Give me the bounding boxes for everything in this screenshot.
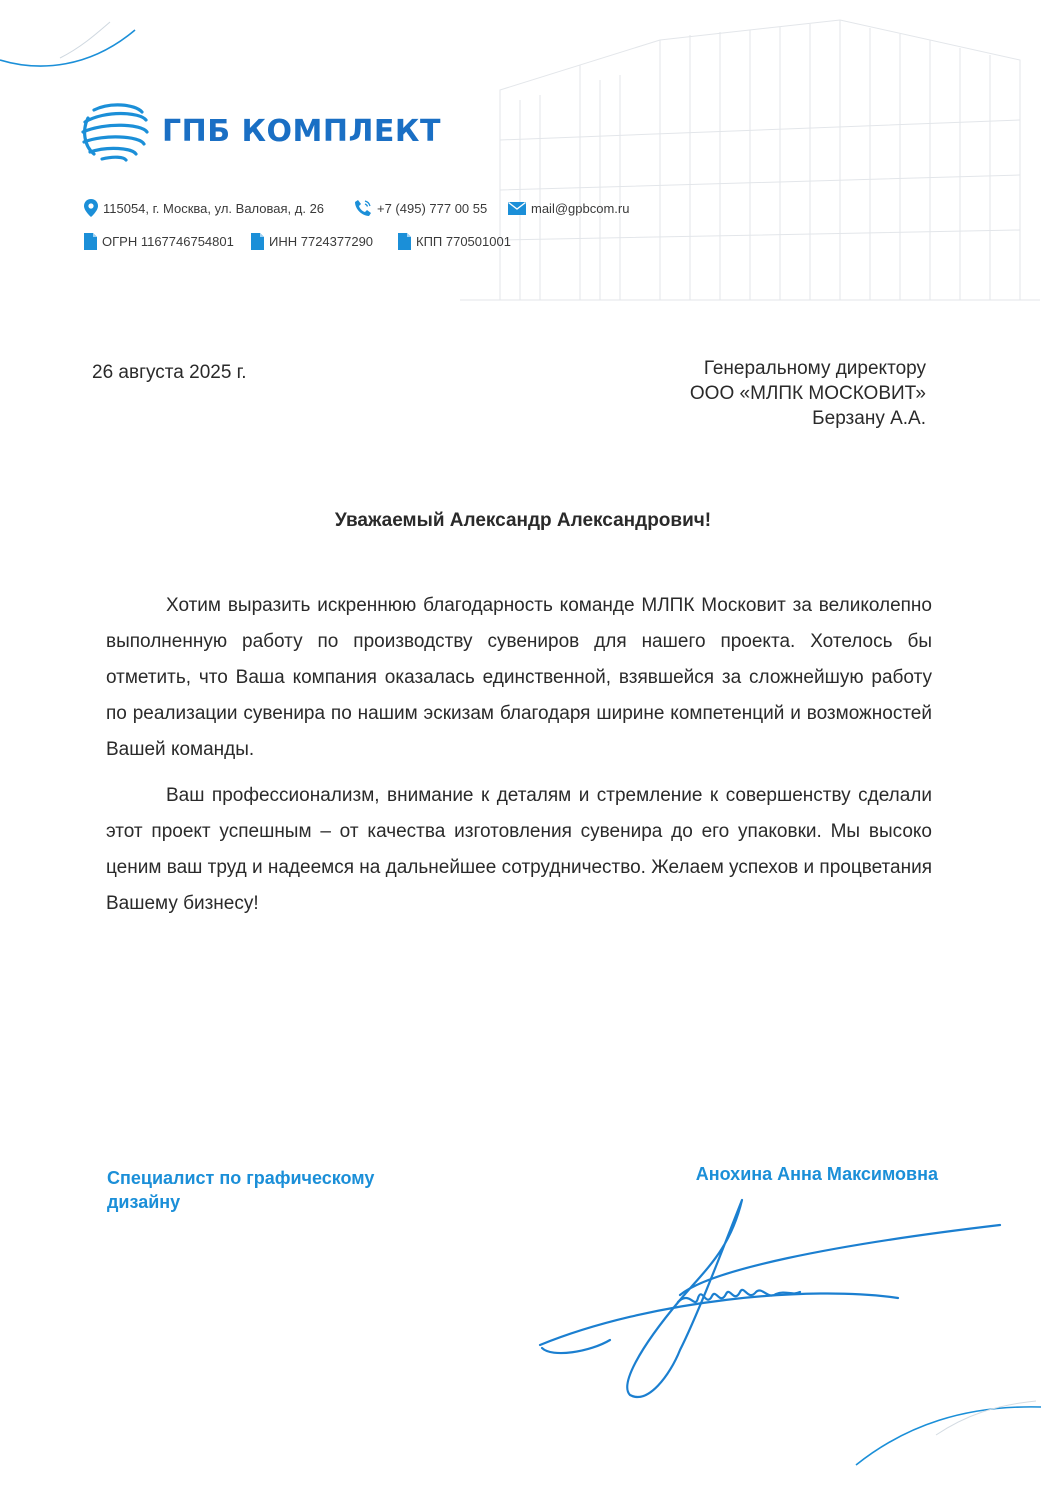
contact-row-2 <box>84 231 629 251</box>
address-text: 115054, г. Москва, ул. Валовая, д. 26 <box>103 200 325 216</box>
document-icon <box>84 233 97 250</box>
inn-item <box>251 233 398 250</box>
document-icon <box>251 233 264 250</box>
letter-greeting: Уважаемый Александр Александрович! <box>334 510 712 531</box>
ogrn-item <box>84 233 251 250</box>
letter-body <box>106 588 932 932</box>
email-item <box>508 201 629 216</box>
address-item <box>84 199 354 217</box>
building-watermark <box>460 0 1040 320</box>
company-name: ГПБ КОМПЛЕКТ <box>162 113 441 149</box>
mail-icon <box>508 202 526 215</box>
signer-name: Анохина Анна Максимовна <box>695 1164 938 1184</box>
kpp-item <box>398 233 511 250</box>
body-paragraph: Ваш профессионализм, внимание к деталям и стремление к совершенству сделали этот проект успешным – от качества изготовления сувенира до его упаковки. Мы высоко ценим ваш труд и надеемся на дальнейшее сотрудничество. Желаем успехов и процветания Вашему бизнесу! <box>106 785 932 914</box>
letter-date: 26 августа 2025 г. <box>92 362 247 383</box>
addressee-name: Берзану А.А. <box>812 408 926 429</box>
bottom-swoosh-decoration <box>846 1395 1046 1500</box>
addressee-position: Генеральному директору <box>703 358 926 379</box>
addressee-company: ООО «МЛПК МОСКОВИТ» <box>689 383 926 404</box>
phone-icon <box>354 199 372 217</box>
phone-text: +7 (495) 777 00 55 <box>377 200 488 216</box>
logo-sphere-icon <box>80 100 150 162</box>
contact-block <box>84 198 629 251</box>
email-text: mail@gpbcom.ru <box>531 200 630 216</box>
company-logo <box>80 100 441 162</box>
location-pin-icon <box>84 199 98 217</box>
top-swoosh-decoration <box>0 20 150 80</box>
document-icon <box>398 233 411 250</box>
signer-position: Специалист по графическому дизайну <box>107 1168 375 1212</box>
handwritten-signature <box>530 1190 1010 1410</box>
addressee-block <box>690 356 926 431</box>
inn-text: ИНН 7724377290 <box>269 233 374 249</box>
body-paragraph: Хотим выразить искреннюю благодарность команде МЛПК Московит за великолепно выполненную работу по производству сувениров для нашего проекта. Хотелось бы отметить, что Ваша компания оказалась единственной, взявшейся за сложнейшую работу по реализации сувенира по нашим эскизам благодаря ширине компетенций и возможностей Вашей команды. <box>106 595 932 760</box>
kpp-text: КПП 770501001 <box>416 233 511 249</box>
ogrn-text: ОГРН 1167746754801 <box>102 233 234 249</box>
phone-item <box>354 199 508 217</box>
contact-row-1 <box>84 198 629 218</box>
